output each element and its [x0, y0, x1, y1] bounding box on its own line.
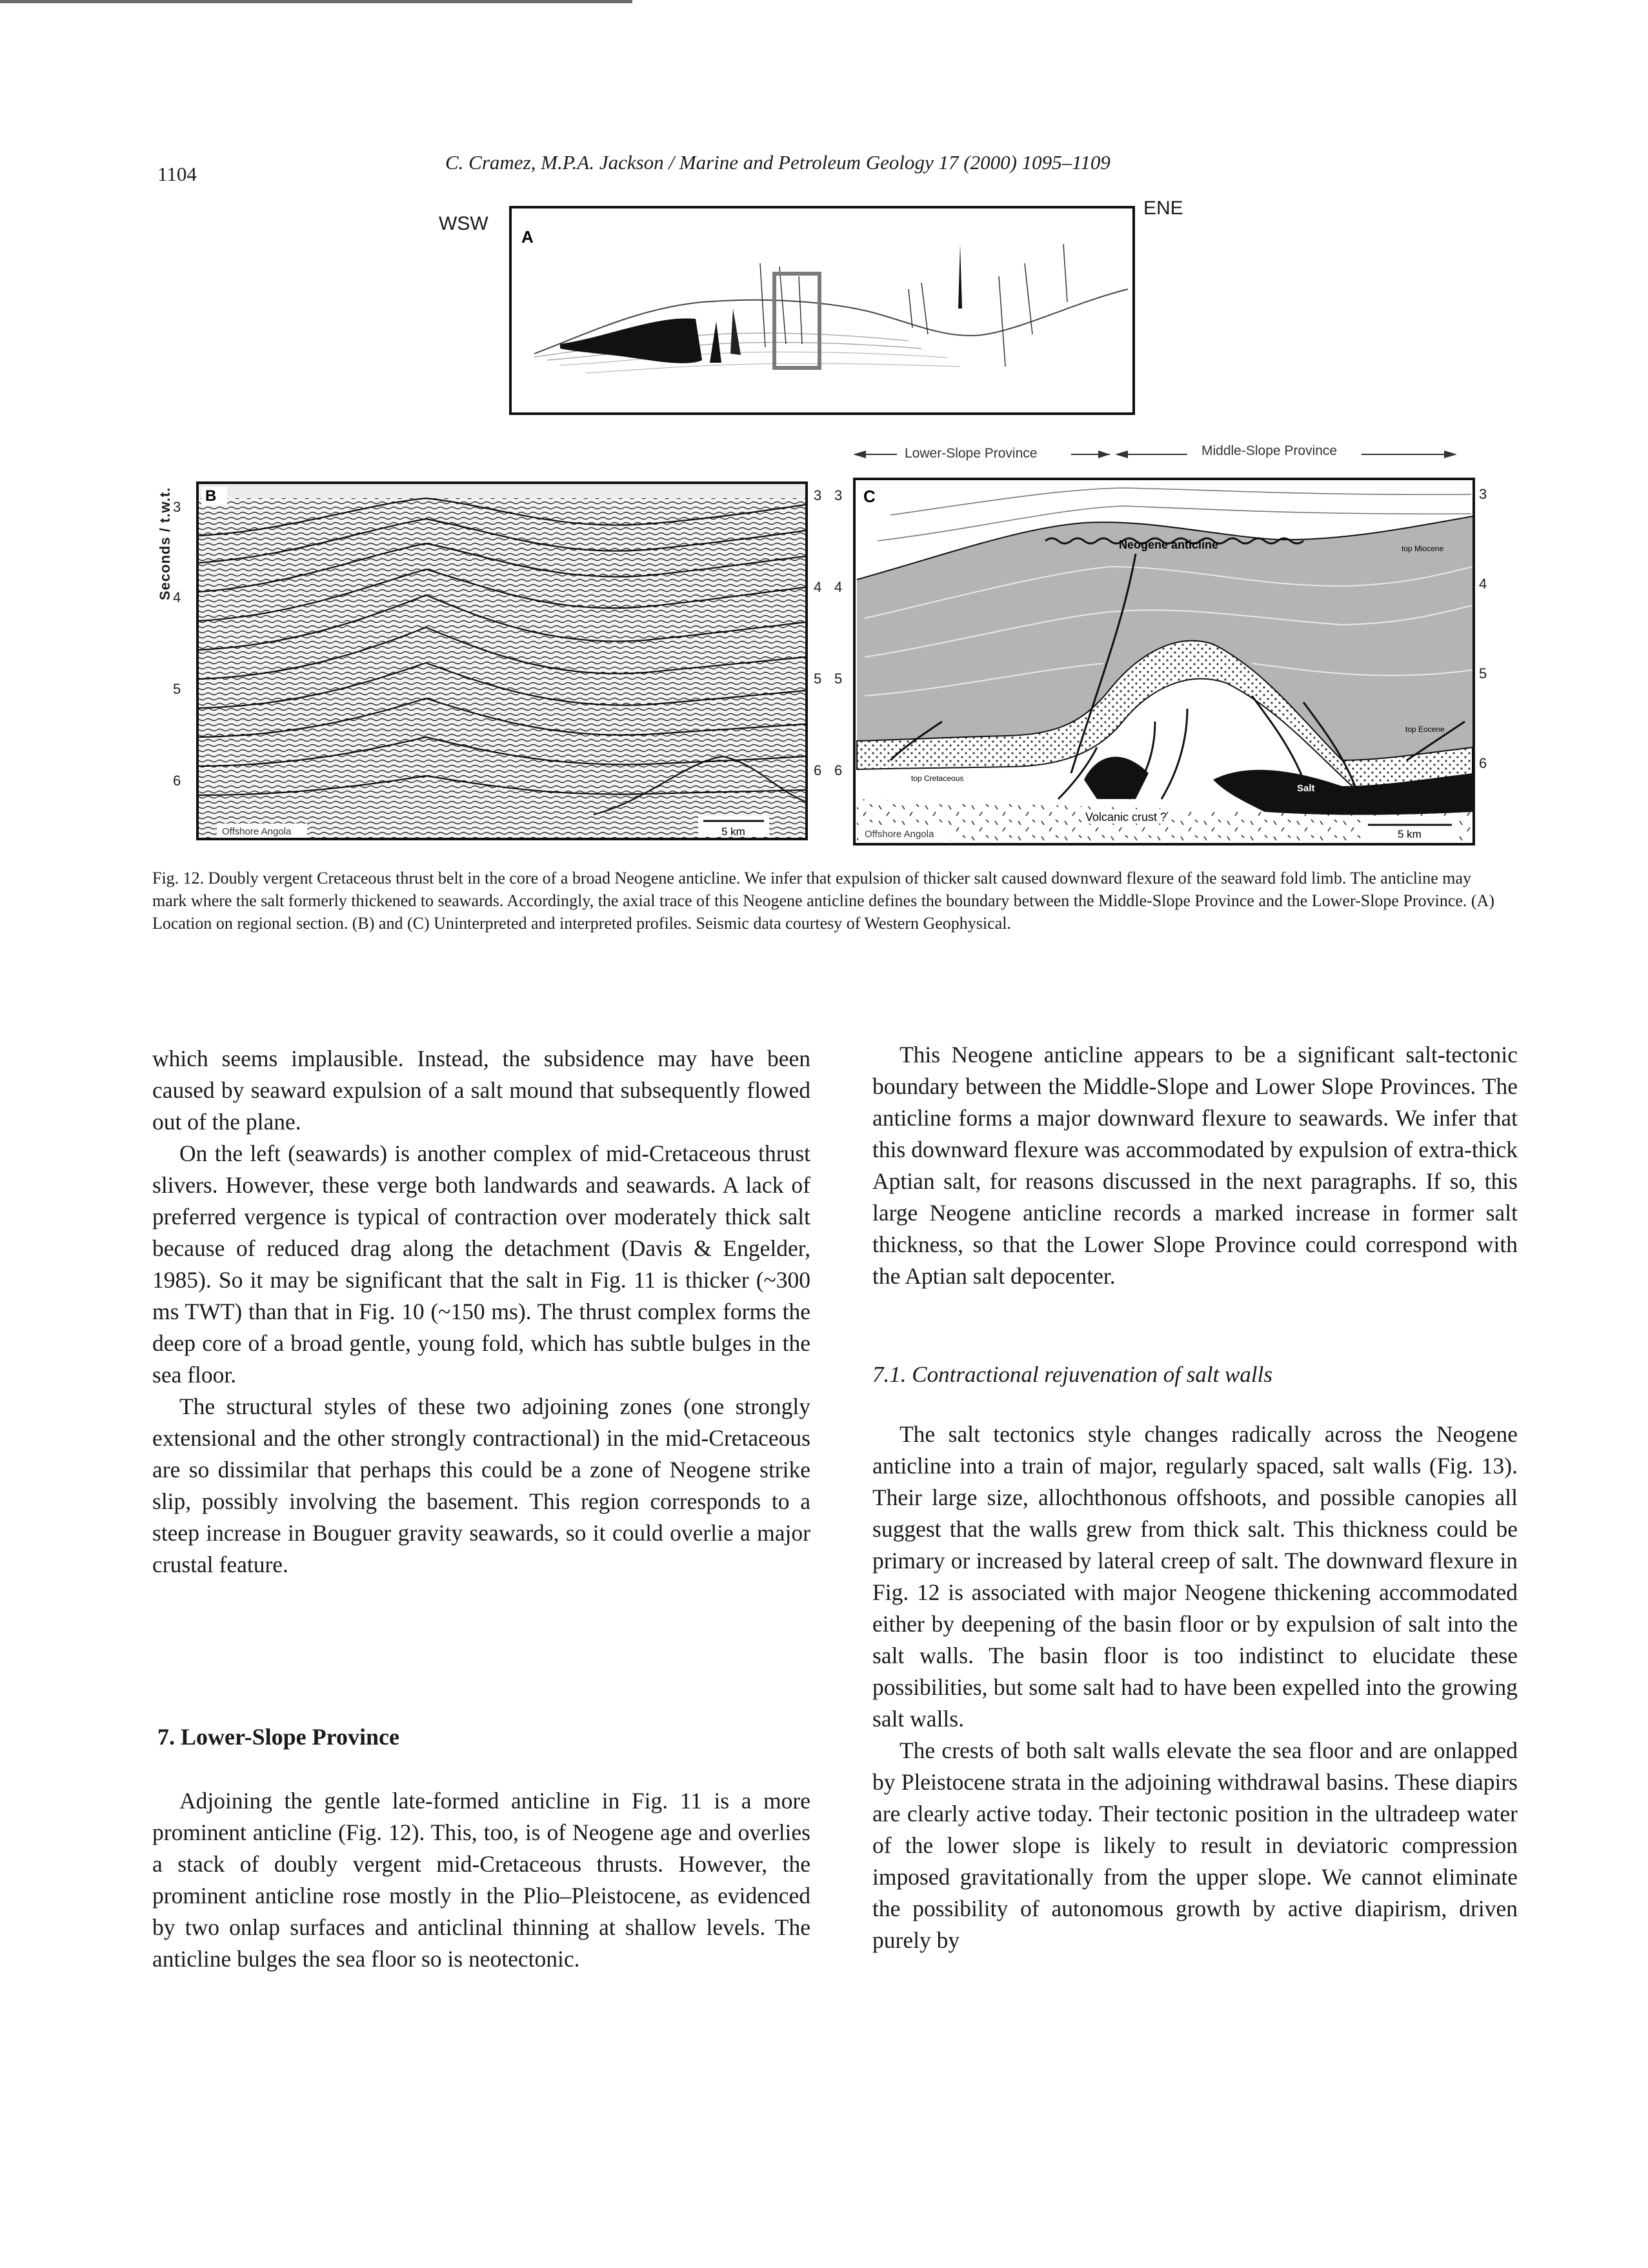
panel-c-cretaceous-label: top Cretaceous — [911, 774, 964, 783]
panel-c-left-tick-5: 5 — [834, 671, 843, 687]
panel-c-left-tick-4: 4 — [834, 579, 843, 595]
left-paragraph-1: which seems implausible. Instead, the subsidence may have been caused by seaward expulsion of a salt mound that subsequently flowed out of the plane. — [152, 1046, 810, 1135]
panel-b-right-tick-3: 3 — [814, 487, 822, 503]
left-column — [152, 1043, 810, 1581]
panel-c-eocene-label: top Eocene — [1405, 725, 1445, 734]
subsection-heading: 7.1. Contractional rejuvenation of salt walls — [872, 1362, 1272, 1387]
lower-slope-label: Lower-Slope Province — [905, 446, 1038, 461]
panel-c-interpreted-profile — [852, 476, 1476, 847]
panel-c-miocene-label: top Miocene — [1402, 544, 1444, 553]
panel-b-left-tick-3: 3 — [173, 499, 181, 515]
panel-b-left-tick-4: 4 — [173, 589, 181, 605]
right-column-top — [872, 1039, 1518, 1292]
section-heading: 7. Lower-Slope Province — [157, 1724, 399, 1750]
panel-c-salt-label: Salt — [1297, 783, 1315, 794]
panel-b-y-axis-label: Seconds / t.w.t. — [157, 487, 173, 600]
panel-c-left-tick-3: 3 — [834, 487, 843, 503]
panel-b-right-tick-4: 4 — [814, 579, 822, 595]
panel-b-seismic-profile — [194, 479, 813, 845]
right-paragraph-3: The crests of both salt walls elevate the sea floor and are onlapped by Pleistocene strata in the adjoining withdrawal basins. These diapirs are clearly active today. Their tectonic position in the ultradeep water of the lower slope is likely to result in deviatoric compression imposed gravitationally from the upper slope. We cannot eliminate the possibility of autonomous growth by active diapirism, driven purely by — [872, 1737, 1518, 1953]
panel-c-scale: 5 km — [1398, 828, 1422, 840]
panel-c-right-tick-5: 5 — [1479, 665, 1487, 682]
panel-b-right-tick-6: 6 — [814, 762, 822, 778]
left-column-section-7 — [152, 1785, 810, 1975]
panel-b-left-tick-5: 5 — [173, 681, 181, 697]
right-paragraph-2: The salt tectonics style changes radically across the Neogene anticline into a train of major, regularly spaced, salt walls (Fig. 13). Their large size, allochthonous offshoots, and possible canopies all suggest that the walls grew from thick salt. This thickness could be primary or increased by lateral creep of salt. The downward flexure in Fig. 12 is associated with major Neogene thickening accommodated either by deepening of the basin floor or by expulsion of salt into the salt walls. The basin floor is too indistinct to elucidate these possibilities, but some salt had to have been expelled into the growing salt walls. — [872, 1421, 1518, 1732]
panel-a-ene-label: ENE — [1143, 197, 1183, 219]
right-paragraph-1: This Neogene anticline appears to be a significant salt-tectonic boundary between the Middle-Slope and Lower Slope Provinces. The anticline forms a major downward flexure to seawards. We infer that this downward flexure was accommodated by expulsion of extra-thick Aptian salt, for reasons discussed in the next paragraphs. If so, this large Neogene anticline records a marked increase in former salt thickness, so that the Lower Slope Province could correspond with the Aptian salt depocenter. — [872, 1042, 1518, 1289]
page-number: 1104 — [157, 163, 197, 185]
panel-c-right-tick-3: 3 — [1479, 486, 1487, 502]
middle-slope-label: Middle-Slope Province — [1201, 443, 1338, 458]
panel-c-source: Offshore Angola — [865, 829, 934, 840]
left-paragraph-4: Adjoining the gentle late-formed anticline in Fig. 11 is a more prominent anticline (Fig. 12). This, too, is of Neogene age and overlies a stack of doubly vergent mid-Cretaceous thrusts. However, the prominent anticline rose mostly in the Plio–Pleistocene, as evidenced by two onlap surfaces and anticlinal thinning at shallow levels. The anticline bulges the sea floor so is neotectonic. — [152, 1788, 810, 1972]
panel-c-right-tick-4: 4 — [1479, 576, 1487, 592]
panel-b-scale: 5 km — [721, 825, 745, 838]
panel-b-left-tick-6: 6 — [173, 773, 181, 789]
panel-c-anticline-label: Neogene anticline — [1119, 538, 1219, 551]
figure-caption: Fig. 12. Doubly vergent Cretaceous thrust belt in the core of a broad Neogene anticline. We infer that expulsion of thicker salt caused downward flexure of the seaward fold limb. The anticline may mark where the salt formerly thickened to seawards. Accordingly, the axial trace of this Neogene anticline defines the boundary between the Middle-Slope Province and the Lower-Slope Province. (A) Location on regional section. (B) and (C) Uninterpreted and interpreted profiles. Seismic data courtesy of Western Geophysical. — [152, 869, 1494, 933]
right-column-bottom — [872, 1419, 1518, 1956]
panel-c-right-tick-6: 6 — [1479, 755, 1487, 771]
left-paragraph-2: On the left (seawards) is another complex of mid-Cretaceous thrust slivers. However, these verge both landwards and seawards. A lack of preferred vergence is typical of contraction over moderately thick salt because of reduced drag along the detachment (Davis & Engelder, 1985). So it may be significant that the salt in Fig. 11 is thicker (~300 ms TWT) than that in Fig. 10 (~150 ms). The thrust complex forms the deep core of a broad gentle, young fold, which has subtle bulges in the sea floor. — [152, 1140, 810, 1388]
panel-a-wsw-label: WSW — [439, 213, 488, 234]
panel-b-letter: B — [205, 487, 217, 505]
left-paragraph-3: The structural styles of these two adjoining zones (one strongly extensional and the other strongly contractional) in the mid-Cretaceous are so dissimilar that perhaps this could be a zone of Neogene strike slip, possibly involving the basement. This region corresponds to a steep increase in Bouguer gravity seawards, so it could overlie a major crustal feature. — [152, 1393, 810, 1577]
panel-b-right-tick-5: 5 — [814, 671, 822, 687]
panel-c-left-tick-6: 6 — [834, 762, 843, 778]
panel-a-letter: A — [521, 227, 534, 247]
panel-a-regional-section — [508, 205, 1136, 416]
top-rule — [0, 0, 632, 3]
panel-c-crust-label: Volcanic crust ? — [1085, 811, 1167, 824]
panel-c-letter: C — [863, 487, 876, 506]
running-head: C. Cramez, M.P.A. Jackson / Marine and Petroleum Geology 17 (2000) 1095–1109 — [445, 151, 1110, 174]
panel-b-source: Offshore Angola — [222, 826, 292, 837]
